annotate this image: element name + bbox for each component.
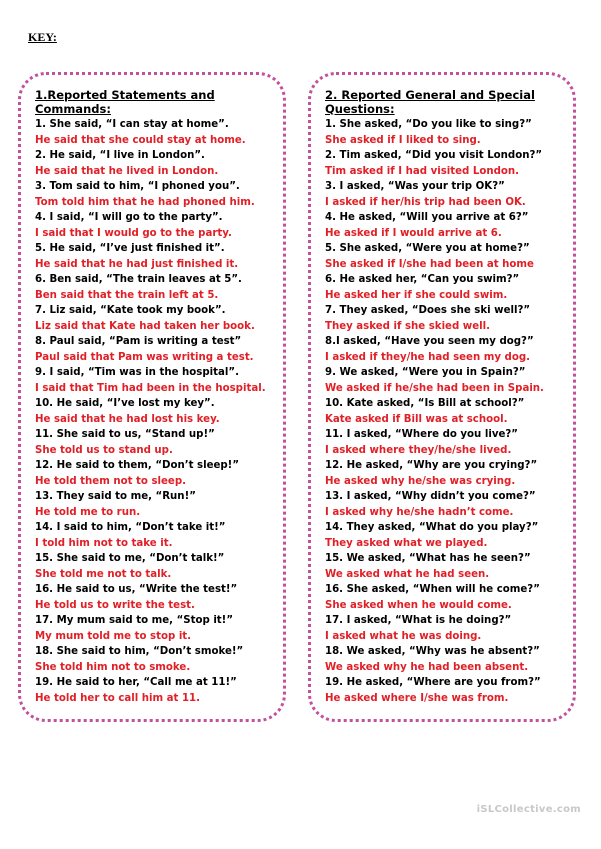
sentence-line: 2. He said, “I live in London”.	[35, 150, 205, 161]
sentence-line: 16. She asked, “When will he come?”	[325, 584, 540, 595]
sentence-line: 11. She said to us, “Stand up!”	[35, 429, 215, 440]
answer-line: They asked if she skied well.	[325, 320, 490, 332]
answer-line: He told me to run.	[35, 506, 141, 518]
answer-line: She told us to stand up.	[35, 444, 173, 456]
answer-line: Liz said that Kate had taken her book.	[35, 320, 255, 332]
sentence-line: 17. I asked, “What is he doing?”	[325, 615, 512, 626]
sentence-line: 12. He said to them, “Don’t sleep!”	[35, 460, 240, 471]
sentence-line: 5. She asked, “Were you at home?”	[325, 243, 530, 254]
answer-line: She told me not to talk.	[35, 568, 172, 580]
sentence-line: 8.I asked, “Have you seen my dog?”	[325, 336, 534, 347]
key-label: KEY:	[28, 30, 57, 44]
questions-list	[325, 117, 569, 706]
answer-line: They asked what we played.	[325, 537, 488, 549]
sentence-line: 6. He asked her, “Can you swim?”	[325, 274, 520, 285]
sentence-line: 8. Paul said, “Pam is writing a test”	[35, 336, 242, 347]
answer-line: I asked why he/she hadn’t come.	[325, 506, 514, 518]
answer-line: She asked when he would come.	[325, 599, 512, 611]
statements-content	[35, 88, 279, 706]
sentence-line: 13. I asked, “Why didn’t you come?”	[325, 491, 536, 502]
questions-content	[325, 88, 569, 706]
sentence-line: 19. He said to her, “Call me at 11!”	[35, 677, 237, 688]
statements-heading: 1.Reported Statements and Commands:	[35, 88, 215, 116]
questions-box	[308, 72, 576, 722]
sentence-line: 10. Kate asked, “Is Bill at school?”	[325, 398, 525, 409]
answer-line: My mum told me to stop it.	[35, 630, 192, 642]
answer-line: He told her to call him at 11.	[35, 692, 201, 704]
answer-line: He told them not to sleep.	[35, 475, 186, 487]
answer-line: He said that she could stay at home.	[35, 134, 246, 146]
answer-line: He told us to write the test.	[35, 599, 195, 611]
answer-line: Kate asked if Bill was at school.	[325, 413, 508, 425]
answer-line: He said that he had lost his key.	[35, 413, 220, 425]
watermark: iSLCollective.com	[476, 804, 581, 815]
sentence-line: 3. Tom said to him, “I phoned you”.	[35, 181, 240, 192]
answer-line: I said that I would go to the party.	[35, 227, 232, 239]
statements-box	[18, 72, 286, 722]
sentence-line: 4. He asked, “Will you arrive at 6?”	[325, 212, 529, 223]
answer-line: He asked her if she could swim.	[325, 289, 508, 301]
sentence-line: 14. They asked, “What do you play?”	[325, 522, 539, 533]
answer-line: She asked if I liked to sing.	[325, 134, 481, 146]
answer-line: I said that Tim had been in the hospital.	[35, 382, 266, 394]
answer-line: Ben said that the train left at 5.	[35, 289, 219, 301]
answer-line: Tim asked if I had visited London.	[325, 165, 520, 177]
answer-line: I asked what he was doing.	[325, 630, 482, 642]
answer-line: Tom told him that he had phoned him.	[35, 196, 255, 208]
sentence-line: 5. He said, “I’ve just finished it”.	[35, 243, 225, 254]
sentence-line: 17. My mum said to me, “Stop it!”	[35, 615, 234, 626]
answer-line: He said that he had just finished it.	[35, 258, 239, 270]
answer-line: I told him not to take it.	[35, 537, 173, 549]
answer-line: We asked if he/she had been in Spain.	[325, 382, 544, 394]
questions-heading: 2. Reported General and Special Questions:	[325, 88, 535, 116]
sentence-line: 6. Ben said, “The train leaves at 5”.	[35, 274, 242, 285]
sentence-line: 15. She said to me, “Don’t talk!”	[35, 553, 225, 564]
sentence-line: 11. I asked, “Where do you live?”	[325, 429, 518, 440]
answer-line: She told him not to smoke.	[35, 661, 191, 673]
sentence-line: 18. We asked, “Why was he absent?”	[325, 646, 540, 657]
sentence-line: 14. I said to him, “Don’t take it!”	[35, 522, 226, 533]
sentence-line: 4. I said, “I will go to the party”.	[35, 212, 223, 223]
sentence-line: 2. Tim asked, “Did you visit London?”	[325, 150, 543, 161]
answer-line: Paul said that Pam was writing a test.	[35, 351, 254, 363]
answer-line: He asked why he/she was crying.	[325, 475, 516, 487]
sentence-line: 7. They asked, “Does she ski well?”	[325, 305, 531, 316]
answer-line: He said that he lived in London.	[35, 165, 219, 177]
sentence-line: 13. They said to me, “Run!”	[35, 491, 196, 502]
sentence-line: 9. We asked, “Were you in Spain?”	[325, 367, 526, 378]
sentence-line: 7. Liz said, “Kate took my book”.	[35, 305, 226, 316]
sentence-line: 12. He asked, “Why are you crying?”	[325, 460, 538, 471]
sentence-line: 9. I said, “Tim was in the hospital”.	[35, 367, 239, 378]
answer-line: She asked if I/she had been at home	[325, 258, 534, 270]
sentence-line: 19. He asked, “Where are you from?”	[325, 677, 541, 688]
sentence-line: 1. She asked, “Do you like to sing?”	[325, 119, 532, 130]
sentence-line: 16. He said to us, “Write the test!”	[35, 584, 238, 595]
answer-line: I asked if they/he had seen my dog.	[325, 351, 531, 363]
answer-line: We asked why he had been absent.	[325, 661, 529, 673]
answer-line: He asked where I/she was from.	[325, 692, 509, 704]
answer-line: He asked if I would arrive at 6.	[325, 227, 502, 239]
sentence-line: 18. She said to him, “Don’t smoke!”	[35, 646, 244, 657]
answer-line: I asked where they/he/she lived.	[325, 444, 512, 456]
sentence-line: 1. She said, “I can stay at home”.	[35, 119, 229, 130]
statements-list	[35, 117, 279, 706]
sentence-line: 15. We asked, “What has he seen?”	[325, 553, 531, 564]
answer-line: I asked if her/his trip had been OK.	[325, 196, 526, 208]
answer-line: We asked what he had seen.	[325, 568, 490, 580]
sentence-line: 3. I asked, “Was your trip OK?”	[325, 181, 505, 192]
sentence-line: 10. He said, “I’ve lost my key”.	[35, 398, 215, 409]
